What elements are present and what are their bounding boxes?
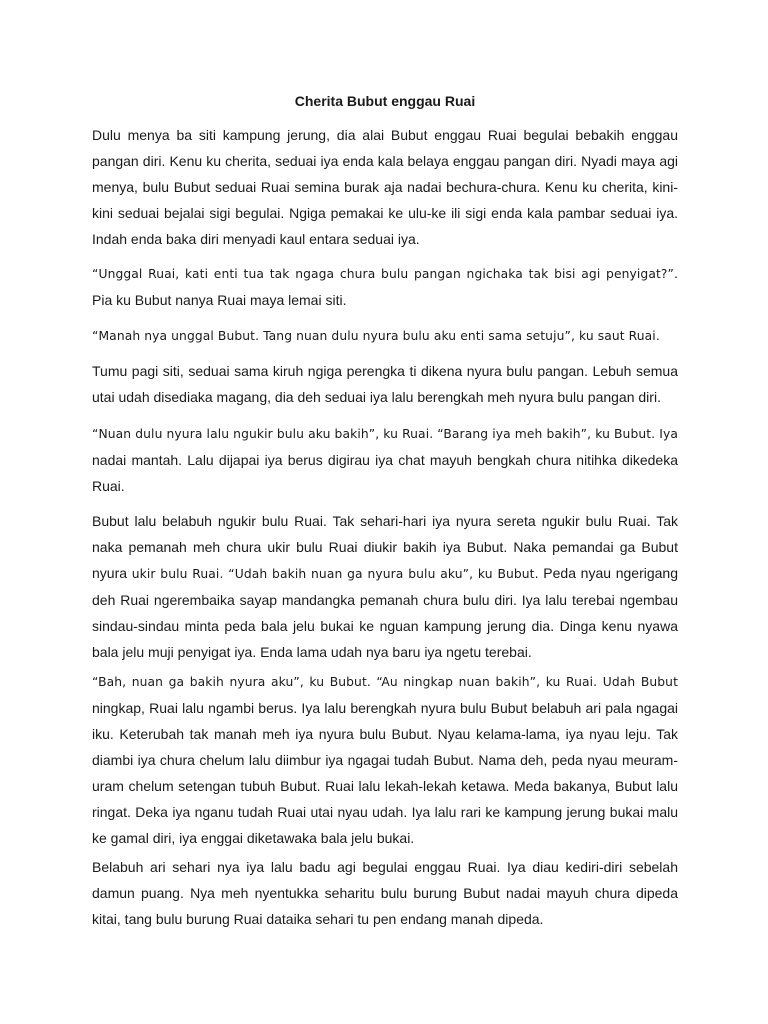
paragraph-5 bbox=[92, 420, 678, 499]
narration-text: Pia ku Bubut nanya Ruai maya lemai siti. bbox=[92, 292, 347, 308]
paragraph-8: Belabuh ari sehari nya iya lalu badu agi begulai enggau Ruai. Iya diau kediri-diri sebelah damun puang. Nya meh nyentukka seharitu bulu burung Bubut nadai mayuh chura dipeda kitai, tang bulu burung Ruai dataika sehari tu pen endang manah dipeda. bbox=[92, 859, 678, 927]
narration-text: ningkap, Ruai lalu ngambi berus. Iya lalu berengkah nyura bulu Bubut belabuh ari pala ngagai iku. Keterubah tak manah meh iya nyura bulu Bubut. Nyau kelama-lama, iya nyau leju. Tak diambi iya chura chelum lalu diimbur iya ngagai tudah Bubut. Nama deh, peda nyau meuram-uram chelum setengan tubuh Bubut. Ruai lalu lekah-lekah ketawa. Meda bakanya, Bubut lalu ringat. Deka iya nganu tudah Ruai utai nyau udah. Iya lalu rari ke kampung jerung bukai malu ke gamal diri, iya enggai diketawaka bala jelu bukai. bbox=[92, 700, 678, 846]
narration-text: Peda nyau ngerigang deh Ruai ngerembaika sayap mandangka pemanah chura bulu diri. Iya lalu terebai ngembau sindau-sindau minta peda bala jelu bukai ke nguan kampung jerung dia. Dinga kenu nyawa bala jelu muji penyigat iya. Enda lama udah nya baru iya ngetu terebai. bbox=[92, 565, 678, 660]
narration-text: nadai mantah. Lalu dijapai iya berus digirau iya chat mayuh bengkah chura nitihka dikedeka Ruai. bbox=[92, 452, 678, 494]
paragraph-3 bbox=[92, 322, 678, 349]
paragraph-6 bbox=[92, 508, 678, 665]
dialogue-quote: “Unggal Ruai, kati enti tua tak ngaga chura bulu pangan ngichaka tak bisi agi penyigat?”. bbox=[92, 267, 678, 281]
dialogue-quote: ukir bulu Ruai. “Udah bakih nuan ga nyura bulu aku”, ku Bubut. bbox=[131, 567, 539, 581]
dialogue-quote: “Nuan dulu nyura lalu ngukir bulu aku bakih”, ku Ruai. “Barang iya meh bakih”, ku Bubut. Iya bbox=[92, 427, 678, 441]
dialogue-quote: “Bah, nuan ga bakih nyura aku”, ku Bubut. “Au ningkap nuan bakih”, ku Ruai. Udah Bubut bbox=[92, 675, 678, 689]
paragraph-4: Tumu pagi siti, seduai sama kiruh ngiga perengka ti dikena nyura bulu pangan. Lebuh semua utai udah disediaka magang, dia deh seduai iya lalu berengkah meh nyura bulu pangan diri. bbox=[92, 363, 678, 405]
story-title: Cherita Bubut enggau Ruai bbox=[294, 93, 476, 109]
paragraph-7 bbox=[92, 668, 678, 851]
dialogue-quote: “Manah nya unggal Bubut. Tang nuan dulu nyura bulu aku enti sama setuju”, ku saut Ruai. bbox=[92, 329, 660, 343]
paragraph-1: Dulu menya ba siti kampung jerung, dia alai Bubut enggau Ruai begulai bebakih enggau pangan diri. Kenu ku cherita, seduai iya enda kala belaya enggau pangan diri. Nyadi maya agi menya, bulu Bubut seduai Ruai semina burak aja nadai bechura-chura. Kenu ku cherita, kini-kini seduai bejalai sigi begulai. Ngiga pemakai ke ulu-ke ili sigi enda kala pambar seduai iya. Indah enda baka diri menyadi kaul entara seduai iya. bbox=[92, 127, 678, 247]
paragraph-2 bbox=[92, 260, 678, 313]
narration-text: Bubut lalu belabuh ngukir bulu Ruai. Tak sehari-hari iya nyura sereta ngukir bulu Ruai. Tak naka pemanah meh chura ukir bulu Ruai diukir bakih iya Bubut. Naka pemandai ga Bubut nyura bbox=[92, 513, 678, 581]
